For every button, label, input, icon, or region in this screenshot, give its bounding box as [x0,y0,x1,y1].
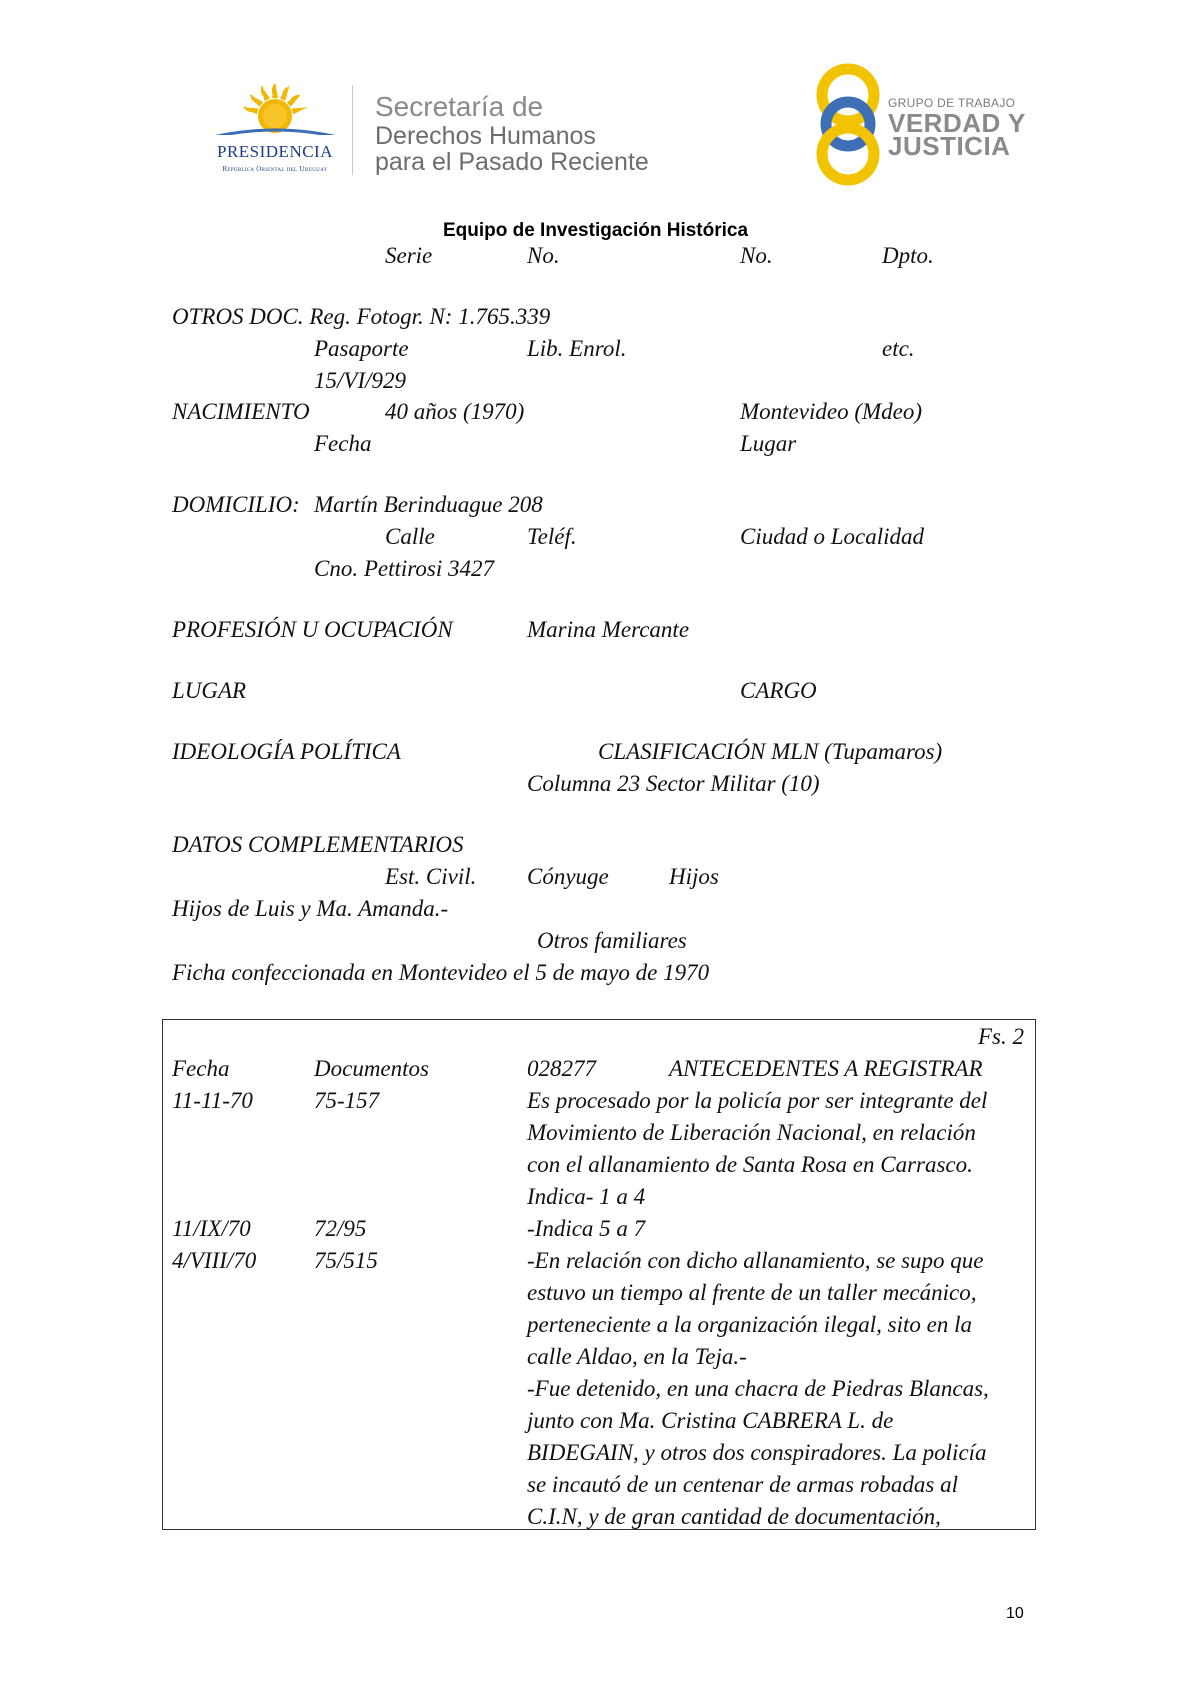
grupo-trabajo-label: GRUPO DE TRABAJO [888,96,1016,110]
fecha-label: Fecha [314,431,372,456]
presidencia-label: PRESIDENCIA [216,142,333,161]
pasaporte-label: Pasaporte [314,336,409,361]
birth-date: 15/VI/929 [314,368,406,393]
row-doc: 75/515 [314,1248,378,1273]
domicilio-extra: Cno. Pettirosi 3427 [314,556,494,581]
record-text-line: perteneciente a la organización ilegal, sito en la [527,1312,973,1337]
header-divider [352,85,353,175]
page-number: 10 [1006,1605,1024,1622]
record-text-line: junto con Ma. Cristina CABRERA L. de [527,1408,894,1433]
presidencia-logo [195,80,355,180]
record-text-line: Movimiento de Liberación Nacional, en relación [527,1120,976,1145]
no-label-2: No. [740,243,773,268]
conyuge-label: Cónyuge [527,864,609,889]
col-fecha-header: Fecha [172,1056,230,1081]
folio-label: Fs. 2 [978,1024,1024,1049]
ficha-line: Ficha confeccionada en Montevideo el 5 de mayo de 1970 [172,960,710,985]
record-text-line: -Fue detenido, en una chacra de Piedras Blancas, [527,1376,989,1401]
profesion-value: Marina Mercante [527,617,690,642]
otros-familiares-label: Otros familiares [537,928,687,953]
record-text-line: se incautó de un centenar de armas robadas al [527,1472,958,1497]
domicilio-value: Martín Berinduague 208 [314,492,543,517]
record-text-line: C.I.N, y de gran cantidad de documentación, [527,1504,941,1529]
verdad-label: VERDAD Y [888,108,1026,138]
clasificacion-value: CLASIFICACIÓN MLN (Tupamaros) [598,739,943,764]
col-documentos-header: Documentos [314,1056,429,1081]
record-text-line: -Indica 5 a 7 [527,1216,646,1241]
lib-enrol-label: Lib. Enrol. [527,336,627,361]
row-fecha: 4/VIII/70 [172,1248,257,1273]
etc-label: etc. [882,336,915,361]
record-text-line: calle Aldao, en la Teja.- [527,1344,747,1369]
nacimiento-label: NACIMIENTO [172,399,310,424]
datos-label: DATOS COMPLEMENTARIOS [172,832,464,857]
hijos-de-value: Hijos de Luis y Ma. Amanda.- [172,896,449,921]
row-doc: 72/95 [314,1216,367,1241]
serie-label: Serie [385,243,433,268]
secretaria-line-1: Secretaría de [375,91,544,122]
ciudad-label: Ciudad o Localidad [740,524,925,549]
profesion-label: PROFESIÓN U OCUPACIÓN [172,617,453,642]
age-value: 40 años (1970) [385,399,525,424]
hijos-label: Hijos [669,864,719,889]
row-doc: 75-157 [314,1088,380,1113]
dpto-label: Dpto. [882,243,934,268]
est-civil-label: Est. Civil. [385,864,477,889]
justicia-label: JUSTICIA [888,131,1011,161]
columna-value: Columna 23 Sector Militar (10) [527,771,820,796]
record-text-line: Es procesado por la policía por ser integrante del [527,1088,988,1113]
calle-label: Calle [385,524,435,549]
cargo-label: CARGO [740,678,817,703]
secretaria-line-2: Derechos Humanos [375,122,596,150]
record-text-line: -En relación con dicho allanamiento, se supo que [527,1248,984,1273]
secretaria-line-3: para el Pasado Reciente [375,148,649,176]
verdad-justicia-rings-icon [808,62,888,187]
otros-doc-line: OTROS DOC. Reg. Fotogr. N: 1.765.339 [172,304,551,329]
lugar-trabajo-label: LUGAR [172,678,247,703]
presidencia-sub-label: República Oriental del Uruguay [222,165,328,173]
domicilio-label: DOMICILIO: [172,492,300,517]
record-text-line: con el allanamiento de Santa Rosa en Carrasco. [527,1152,973,1177]
antecedentes-header: ANTECEDENTES A REGISTRAR [669,1056,983,1081]
lugar-label: Lugar [740,431,797,456]
row-fecha: 11-11-70 [172,1088,253,1113]
sun-icon [195,80,355,142]
birth-place: Montevideo (Mdeo) [740,399,923,424]
no-label-1: No. [527,243,560,268]
record-text-line: BIDEGAIN, y otros dos conspiradores. La policía [527,1440,987,1465]
telef-label: Teléf. [527,524,577,549]
ideologia-label: IDEOLOGÍA POLÍTICA [172,739,401,764]
team-title: Equipo de Investigación Histórica [442,220,749,241]
record-text-line: Indica- 1 a 4 [527,1184,646,1209]
row-fecha: 11/IX/70 [172,1216,251,1241]
record-text-line: estuvo un tiempo al frente de un taller mecánico, [527,1280,977,1305]
record-code: 028277 [527,1056,596,1081]
